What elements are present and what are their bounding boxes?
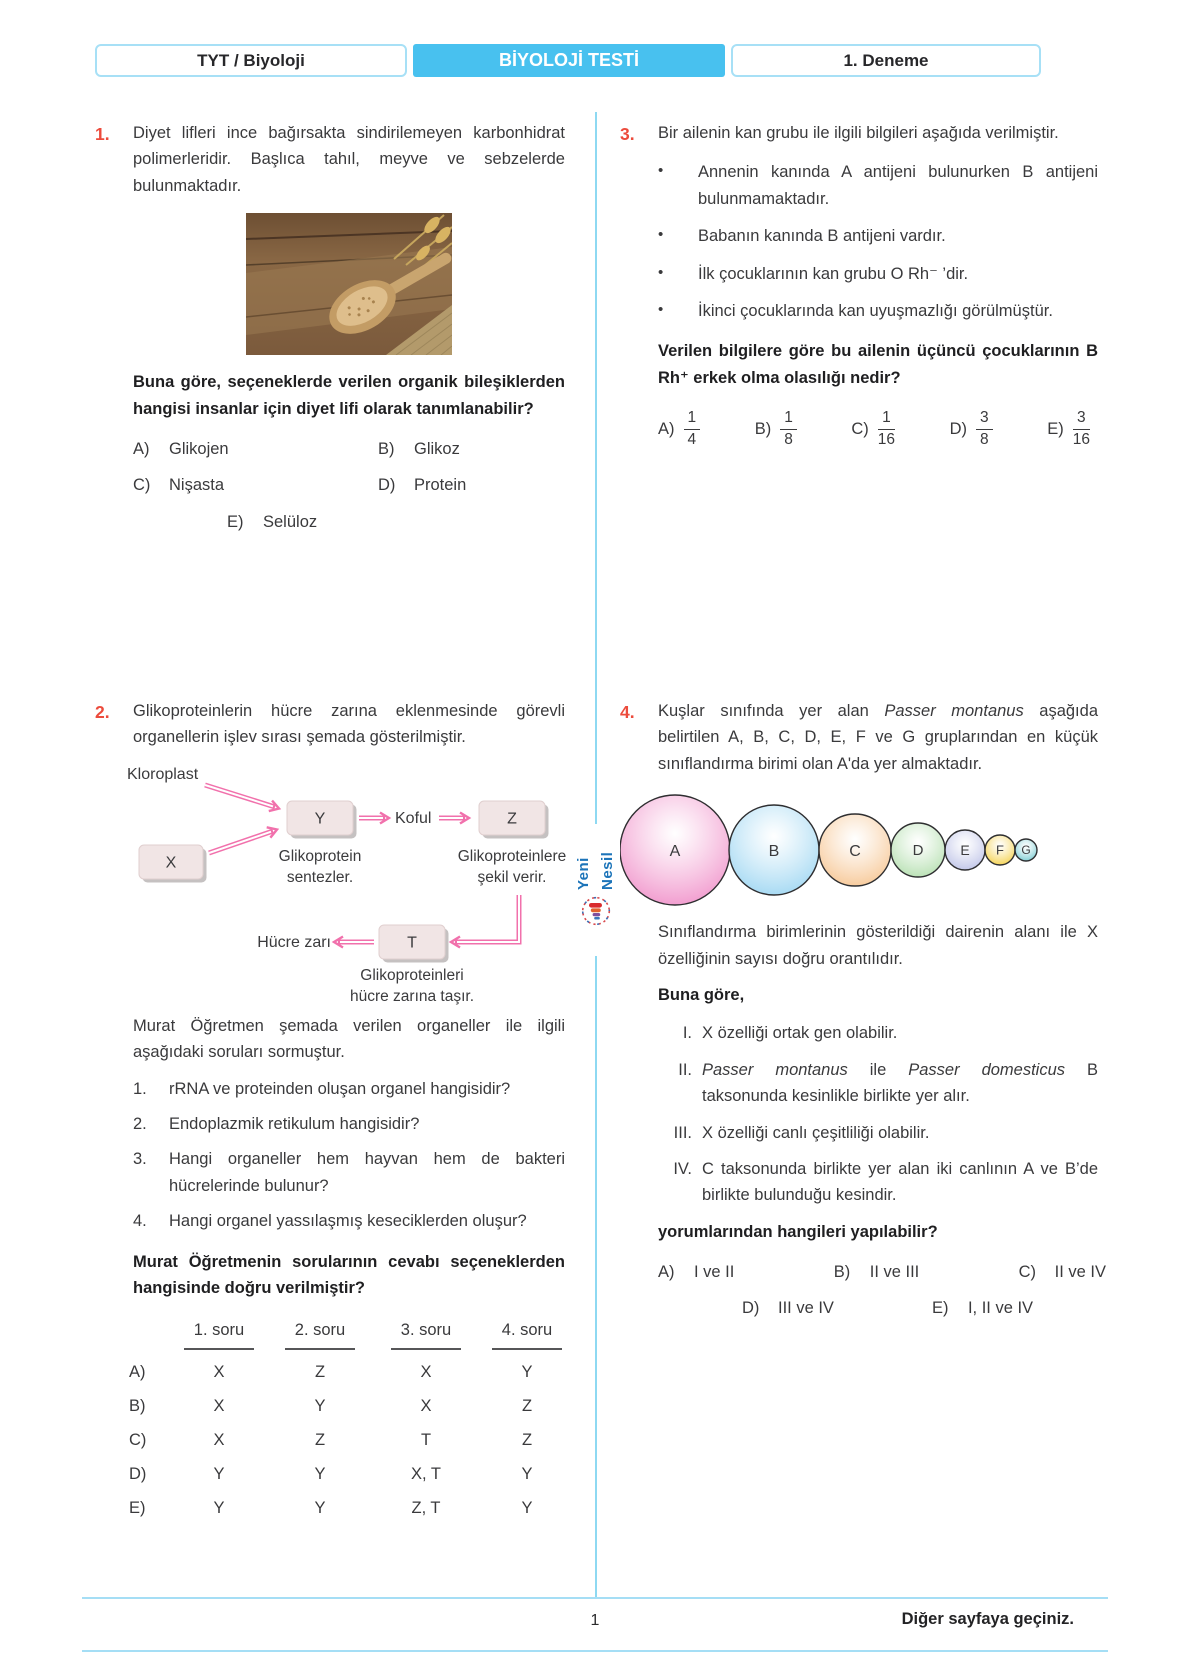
option-d[interactable]: D) Protein — [378, 476, 467, 495]
svg-text:E: E — [960, 842, 970, 859]
roman-item-2: II. Passer montanus ile Passer domesticus B taksonunda kesinlikle birlikte yer alır. — [678, 1060, 1099, 1106]
option-e[interactable]: E) $\frac{3}{16}$ — [1047, 409, 1090, 448]
question-4-options-row-2 — [742, 1295, 1098, 1321]
roman-item-1: I. X özelliği ortak gen olabilir. — [682, 1024, 898, 1043]
question-4-text: Kuşlar sınıfında yer alan Passer montanus aşağıda belirtilen A, B, C, D, E, F ve G gruplarından en küçük sınıflandırma birimi olan A'da yer almaktadır. — [658, 702, 1098, 773]
taxonomy-circles-diagram — [618, 787, 1058, 913]
svg-text:A: A — [669, 843, 681, 861]
course-label: TYT / Biyoloji — [95, 44, 407, 77]
question-2-subquestions — [133, 1076, 565, 1235]
svg-text:D: D — [912, 842, 924, 860]
bullet-item: • Annenin kanında A antijeni bulunurken B antijeni bulunmamaktadır. — [658, 162, 1098, 208]
publisher-name: Yeni Nesil — [575, 851, 616, 890]
subquestion-4: 4. Hangi organel yassılaşmış keseciklerden oluşur? — [133, 1212, 527, 1231]
svg-text:C: C — [849, 843, 861, 861]
z-caption-2: şekil verir. — [477, 868, 547, 886]
box-t: T — [407, 934, 417, 952]
answer-table: 1. soru 2. soru 3. soru 4. soru A) X Z X Y B) X Y X Z C) X Z T Z D) Y Y X, T Y E) Y Y Z, T Y — [129, 1317, 565, 1525]
option-d[interactable]: D) — [129, 1465, 147, 1484]
test-title: BİYOLOJİ TESTİ — [413, 44, 725, 77]
question-3-number: 3. — [620, 124, 635, 144]
option-a[interactable]: A) Glikojen — [133, 439, 229, 458]
question-3 — [620, 120, 1098, 449]
publisher-logo — [572, 824, 620, 956]
question-1-options — [133, 436, 565, 535]
svg-text:G: G — [1021, 843, 1031, 858]
next-page-note: Diğer sayfaya geçiniz. — [901, 1610, 1074, 1628]
publisher-logo-icon — [581, 896, 611, 926]
option-e[interactable]: E) Selüloz — [227, 512, 318, 531]
box-z: Z — [507, 810, 517, 828]
kloroplast-label: Kloroplast — [127, 765, 199, 783]
question-2-text: Glikoproteinlerin hücre zarına eklenmesinde görevli organellerin işlev sırası şemada gösterilmiştir. — [133, 702, 565, 747]
question-4-number: 4. — [620, 702, 635, 722]
option-b[interactable]: B) — [129, 1397, 146, 1416]
question-2 — [95, 698, 565, 1525]
option-e[interactable]: E) — [129, 1499, 146, 1518]
box-y: Y — [314, 810, 326, 828]
option-d[interactable]: D) III ve IV — [742, 1299, 834, 1318]
option-c[interactable]: C) Nişasta — [133, 476, 225, 495]
footer-rule-top — [82, 1597, 1108, 1599]
option-a[interactable]: A) $\frac{1}{4}$ — [658, 409, 700, 449]
question-1-text: Diyet lifleri ince bağırsakta sindirilemeyen karbonhidrat polimerleridir. Başlıca tahıl, meyve ve sebzelerde bulunmaktadır. — [133, 124, 565, 195]
question-4-items — [658, 1020, 1098, 1208]
y-caption-1: Glikoprotein — [278, 847, 362, 865]
question-1-number: 1. — [95, 124, 110, 144]
roman-item-4: IV. C taksonunda birlikte yer alan iki canlının A ve B’de birlikte bulunduğu kesindir. — [673, 1159, 1098, 1205]
question-4 — [620, 698, 1106, 1322]
option-c[interactable]: C) II ve IV — [1018, 1263, 1106, 1282]
subquestion-3: 3. Hangi organeller hem hayvan hem de bakteri hücrelerinde bulunur? — [133, 1150, 565, 1195]
koful-label: Koful — [395, 809, 432, 827]
question-3-stem: Verilen bilgilere göre bu ailenin üçüncü çocuklarının B Rh⁺ erkek olma olasılığı nedir? — [658, 342, 1098, 387]
question-2-number: 2. — [95, 702, 110, 722]
hucre-zari-label: Hücre zarı — [257, 933, 331, 951]
question-4-buna-gore: Buna göre, — [658, 985, 745, 1004]
z-caption-1: Glikoproteinlere — [457, 847, 567, 865]
option-b[interactable]: B) II ve III — [833, 1263, 920, 1282]
box-x: X — [165, 854, 177, 872]
question-4-area-text: Sınıflandırma birimlerinin gösterildiği dairenin alanı ile X özelliğinin sayısı doğru orantılıdır. — [658, 923, 1098, 968]
svg-text:B: B — [768, 843, 780, 861]
table-header: 3. soru — [373, 1317, 479, 1355]
question-3-options — [658, 409, 1090, 449]
question-3-text: Bir ailenin kan grubu ile ilgili bilgileri aşağıda verilmiştir. — [658, 124, 1059, 142]
option-d[interactable]: D) $\frac{3}{8}$ — [950, 409, 993, 449]
subquestion-1: 1. rRNA ve proteinden oluşan organel hangisidir? — [133, 1079, 511, 1098]
page-number: 1 — [590, 1612, 600, 1629]
bullet-item: • Babanın kanında B antijeni vardır. — [658, 226, 946, 246]
option-a[interactable]: A) I ve II — [658, 1263, 735, 1282]
dietary-fiber-photo — [246, 213, 452, 355]
table-header: 1. soru — [171, 1317, 267, 1355]
question-1-stem: Buna göre, seçeneklerde verilen organik bileşiklerden hangisi insanlar için diyet lifi olarak tanımlanabilir? — [133, 373, 565, 418]
bullet-item: • İkinci çocuklarında kan uyuşmazlığı görülmüştür. — [658, 300, 1053, 320]
table-header: 4. soru — [479, 1317, 575, 1355]
option-a[interactable]: A) — [129, 1363, 146, 1382]
option-b[interactable]: B) $\frac{1}{8}$ — [755, 409, 797, 449]
question-4-stem: yorumlarından hangileri yapılabilir? — [658, 1222, 938, 1241]
roman-item-3: III. X özelliği canlı çeşitliliği olabilir. — [673, 1123, 930, 1142]
svg-text:F: F — [996, 842, 1004, 858]
exam-number: 1. Deneme — [731, 44, 1041, 77]
option-c[interactable]: C) $\frac{1}{16}$ — [851, 409, 896, 448]
footer-rule-bottom — [82, 1650, 1108, 1652]
question-1 — [95, 120, 565, 535]
subquestion-2: 2. Endoplazmik retikulum hangisidir? — [133, 1114, 420, 1133]
option-b[interactable]: B) Glikoz — [378, 439, 460, 458]
table-header: 2. soru — [267, 1317, 373, 1355]
question-4-options-row-1 — [658, 1259, 1106, 1285]
option-c[interactable]: C) — [129, 1431, 147, 1450]
option-e[interactable]: E) I, II ve IV — [931, 1299, 1034, 1318]
question-3-bullets — [658, 159, 1098, 324]
y-caption-2: sentezler. — [286, 868, 354, 886]
question-2-stem: Murat Öğretmenin sorularının cevabı seçeneklerden hangisinde doğru verilmiştir? — [133, 1252, 565, 1297]
t-caption-2: hücre zarına taşır. — [349, 987, 475, 1005]
question-2-teacher-text: Murat Öğretmen şemada verilen organeller ile ilgili aşağıdaki soruları sormuştur. — [133, 1016, 565, 1062]
organelle-flow-diagram — [127, 761, 577, 1009]
bullet-item: • İlk çocuklarının kan grubu O Rh⁻ ’dir. — [658, 263, 969, 283]
t-caption-1: Glikoproteinleri — [360, 966, 464, 984]
